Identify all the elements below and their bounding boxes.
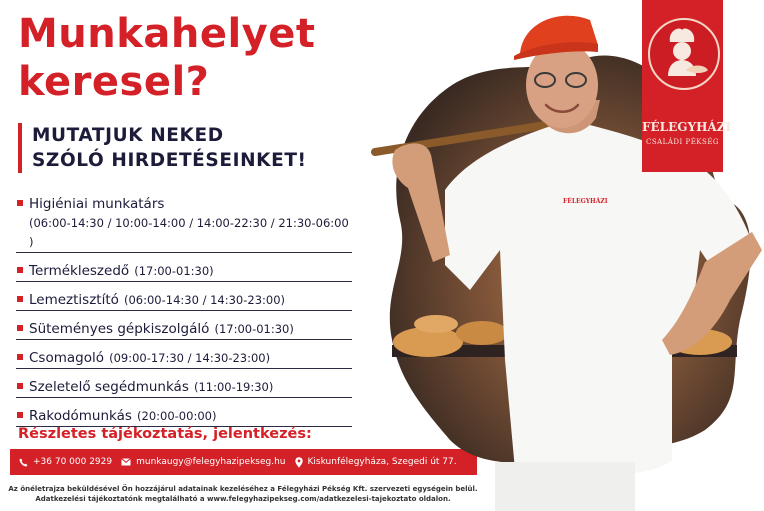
headline	[18, 10, 316, 106]
headline-line-1: Munkahelyet	[18, 11, 316, 57]
location-pin-icon	[295, 457, 303, 468]
email-address: munkaugy@felegyhazipekseg.hu	[136, 457, 286, 467]
job-title: Lemeztisztító	[29, 292, 119, 308]
legal-note-line-1: Az önéletrajza beküldésével Ön hozzájárul adatainak kezeléséhez a Félegyházi Pékség Kft. szervezeti egységein belül.	[8, 485, 478, 493]
job-title: Csomagoló	[29, 350, 104, 366]
shirt-logo: FÉLEGYHÁZI	[563, 198, 608, 205]
job-item	[16, 258, 352, 282]
job-hours: (20:00-00:00)	[137, 409, 217, 423]
bullet-icon	[17, 296, 23, 302]
phone-number: +36 70 000 2929	[33, 457, 113, 467]
job-item	[16, 316, 352, 340]
job-title: Higiéniai munkatárs	[29, 196, 165, 212]
brand-badge	[642, 0, 732, 172]
job-title: Termékleszedő	[29, 263, 130, 279]
job-hours: (06:00-14:30 / 10:00-14:00 / 14:00-22:30 / 21:30-06:00 )	[29, 216, 349, 249]
baker-trousers	[495, 462, 635, 511]
job-item	[16, 403, 352, 427]
job-hours: (11:00-19:30)	[193, 380, 274, 394]
bullet-icon	[17, 412, 23, 418]
contact-phone[interactable]	[19, 457, 112, 467]
address-text: Kiskunfélegyháza, Szegedi út 77.	[307, 457, 457, 467]
subheadline	[18, 123, 307, 173]
job-hours: (17:00-01:30)	[134, 264, 214, 278]
job-hours: (06:00-14:30 / 14:30-23:00)	[124, 293, 286, 307]
legal-note-line-2: Adatkezelési tájékoztatónk megtalálható a www.felegyhazipekseg.com/adatkezelesi-tajekoztato oldalon.	[35, 495, 451, 503]
baker-emblem-icon	[648, 18, 720, 90]
job-item	[16, 287, 352, 311]
bullet-icon	[17, 383, 23, 389]
subheadline-line-2: SZÓLÓ HIRDETÉSEINKET!	[32, 150, 307, 171]
job-item	[16, 374, 352, 398]
headline-line-2: keresel?	[18, 59, 210, 105]
bullet-icon	[17, 354, 23, 360]
job-item	[16, 191, 352, 253]
job-title: Süteményes gépkiszolgáló	[29, 321, 210, 337]
bullet-icon	[17, 267, 23, 273]
bullet-icon	[17, 325, 23, 331]
job-hours: (09:00-17:30 / 14:30-23:00)	[109, 351, 271, 365]
details-heading: Részletes tájékoztatás, jelentkezés:	[18, 426, 312, 442]
job-hours: (17:00-01:30)	[214, 322, 294, 336]
subheadline-line-1: MUTATJUK NEKED	[32, 125, 224, 146]
baker-emblem-icon	[650, 20, 714, 84]
bread-loaf	[456, 321, 508, 345]
job-list	[16, 191, 352, 427]
brand-name: FÉLEGYHÁZI	[642, 120, 732, 134]
phone-icon	[19, 458, 28, 467]
brand-subtitle: CSALÁDI PÉKSÉG	[645, 138, 720, 146]
bread-loaf	[414, 315, 458, 333]
job-item	[16, 345, 352, 369]
job-title: Szeletelő segédmunkás	[29, 379, 189, 395]
envelope-icon	[121, 458, 131, 466]
bullet-icon	[17, 200, 23, 206]
contact-email[interactable]	[121, 457, 285, 467]
job-title: Rakodómunkás	[29, 408, 132, 424]
